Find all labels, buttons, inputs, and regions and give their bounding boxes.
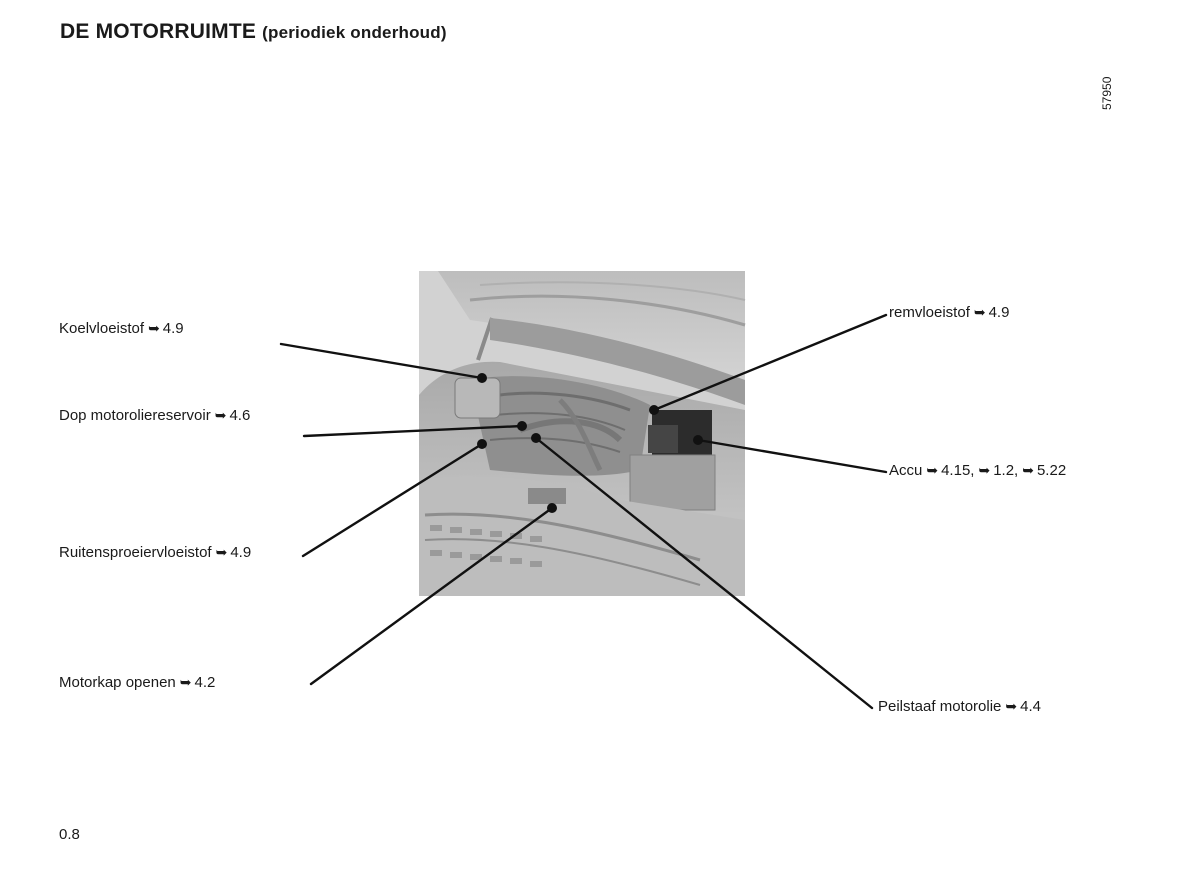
label-text: Ruitensproeiervloeistof	[59, 544, 212, 561]
arrow-icon: ➥	[973, 304, 986, 320]
arrow-icon: ➥	[215, 544, 228, 560]
label-text: remvloeistof	[889, 304, 970, 321]
arrow-icon: ➥	[214, 407, 227, 423]
label-text: Dop motoroliereservoir	[59, 407, 211, 424]
reference-code: 57950	[1100, 76, 1114, 110]
label-ref: 1.2,	[993, 462, 1019, 479]
label-ref: 4.9	[988, 304, 1010, 321]
label-text: Accu	[889, 462, 923, 479]
label-koelvloeistof	[59, 320, 184, 337]
page-number: 0.8	[59, 826, 80, 843]
label-remvloeistof	[889, 304, 1009, 321]
arrow-icon: ➥	[1022, 462, 1034, 478]
label-ref: 4.2	[194, 674, 216, 691]
marker-remvloeistof	[649, 405, 659, 415]
label-accu	[889, 462, 1066, 479]
marker-ruitensproeier	[477, 439, 487, 449]
marker-dop-motorolie	[517, 421, 527, 431]
label-ref: 4.4	[1020, 698, 1041, 715]
page-title-main: DE MOTORRUIMTE	[60, 20, 257, 43]
label-text: Koelvloeistof	[59, 320, 145, 337]
label-ref: 4.9	[162, 320, 184, 337]
arrow-icon: ➥	[148, 320, 160, 336]
arrow-icon: ➥	[1005, 698, 1018, 714]
label-ref: 5.22	[1036, 462, 1067, 479]
arrow-icon: ➥	[978, 462, 991, 478]
marker-peilstaaf	[531, 433, 541, 443]
label-motorkap	[59, 674, 215, 691]
arrow-icon: ➥	[926, 462, 939, 478]
label-ruitensproeier	[59, 544, 251, 561]
engine-photo	[419, 271, 745, 596]
label-dop-motorolie	[59, 407, 250, 424]
label-text: Motorkap openen	[59, 674, 176, 691]
label-ref: 4.15,	[941, 462, 975, 479]
label-ref: 4.9	[230, 544, 252, 561]
arrow-icon: ➥	[179, 674, 192, 690]
label-ref: 4.6	[229, 407, 251, 424]
marker-accu	[693, 435, 703, 445]
page-subtitle: (periodiek onderhoud)	[262, 23, 447, 42]
label-text: Peilstaaf motorolie	[878, 698, 1002, 715]
marker-motorkap	[547, 503, 557, 513]
label-peilstaaf	[878, 698, 1041, 715]
marker-koelvloeistof	[477, 373, 487, 383]
